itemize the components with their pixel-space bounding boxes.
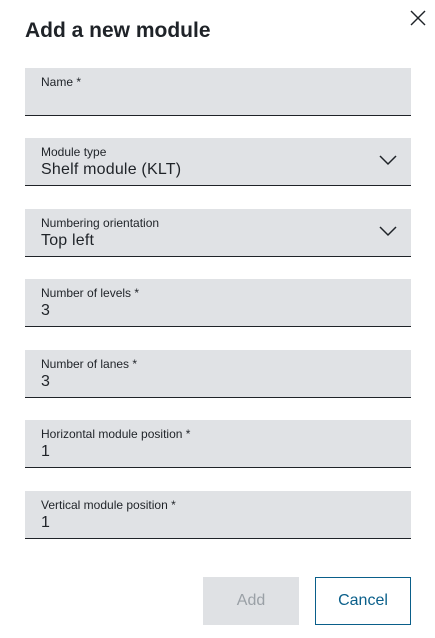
numbering-orientation-select[interactable] [25,209,411,257]
number-of-lanes-input[interactable]: 3 [41,373,51,390]
number-of-lanes-label: Number of lanes * [41,357,138,371]
horizontal-position-field[interactable] [25,420,411,468]
number-of-lanes-field[interactable] [25,350,411,398]
horizontal-position-label: Horizontal module position * [41,427,191,441]
cancel-button[interactable]: Cancel [315,577,411,625]
number-of-levels-label: Number of levels * [41,286,140,300]
close-button[interactable] [405,5,431,31]
dialog-title: Add a new module [25,19,211,42]
numbering-orientation-label: Numbering orientation [41,216,160,230]
name-field[interactable] [25,68,411,116]
numbering-orientation-value: Top left [41,232,95,249]
number-of-levels-field[interactable] [25,279,411,327]
number-of-levels-input[interactable]: 3 [41,302,51,319]
vertical-position-field[interactable] [25,491,411,539]
name-label: Name * [41,75,82,89]
horizontal-position-input[interactable]: 1 [41,443,51,460]
vertical-position-input[interactable]: 1 [41,514,51,531]
close-icon [405,5,431,31]
module-type-select[interactable] [25,138,411,186]
chevron-down-icon [379,225,397,237]
module-type-label: Module type [41,145,107,159]
add-button[interactable]: Add [203,577,299,625]
vertical-position-label: Vertical module position * [41,498,176,512]
chevron-down-icon [379,154,397,166]
module-type-value: Shelf module (KLT) [41,161,182,178]
